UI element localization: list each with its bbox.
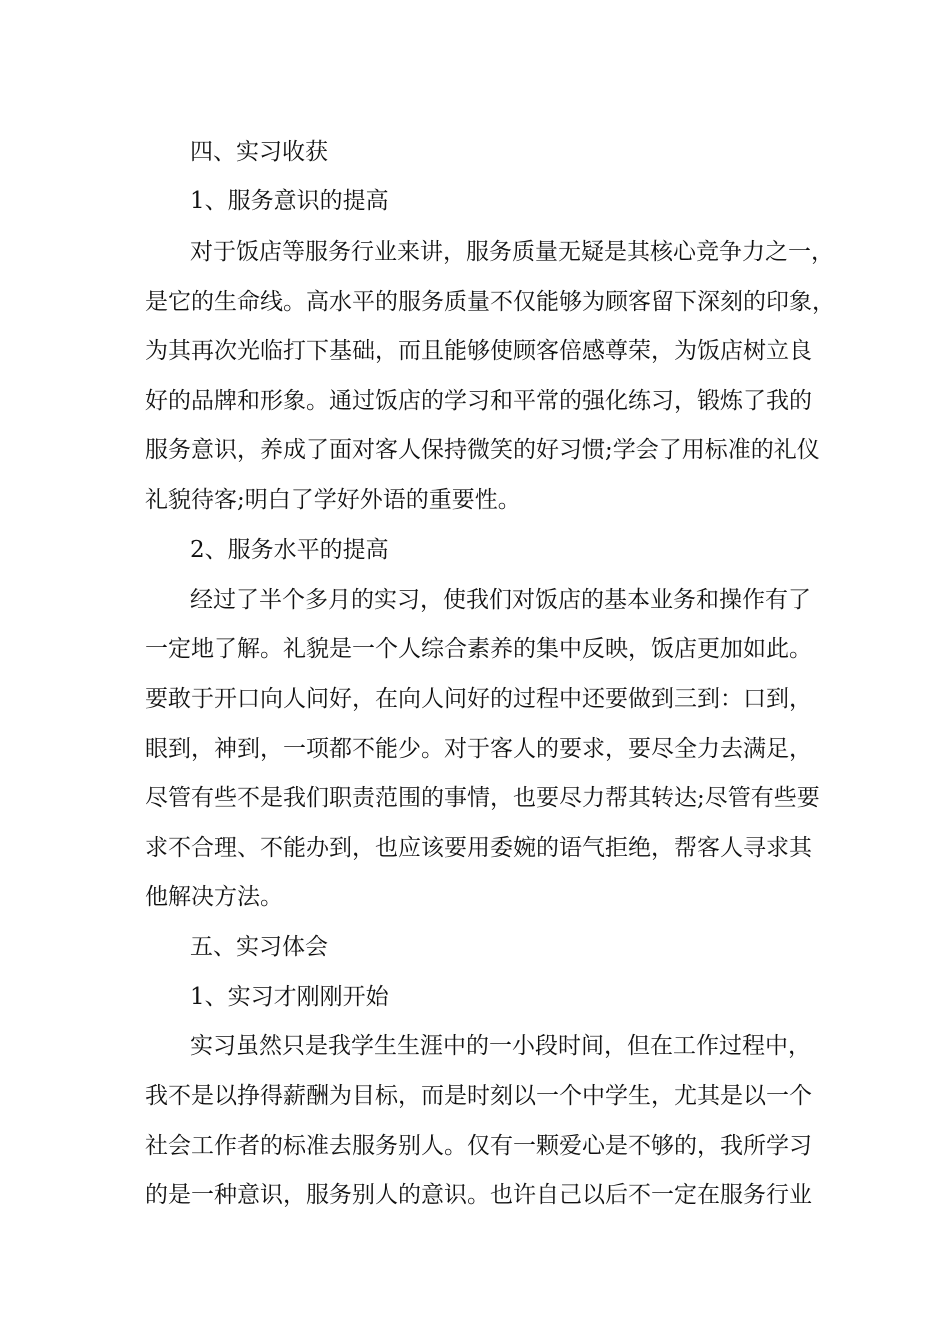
- paragraph-line: 服务意识，养成了面对客人保持微笑的好习惯;学会了用标准的礼仪: [145, 437, 820, 463]
- paragraph-line: 尽管有些不是我们职责范围的事情，也要尽力帮其转达;尽管有些要: [145, 785, 820, 811]
- paragraph-line: 要敢于开口向人问好，在向人问好的过程中还要做到三到：口到，: [145, 686, 812, 712]
- paragraph-line: 实习虽然只是我学生生涯中的一小段时间，但在工作过程中，: [190, 1033, 811, 1059]
- paragraph-line: 为其再次光临打下基础，而且能够使顾客倍感尊荣，为饭店树立良: [145, 338, 812, 364]
- paragraph-line: 眼到，神到，一项都不能少。对于客人的要求，要尽全力去满足，: [145, 736, 812, 762]
- subheading-service-level: 2、服务水平的提高: [190, 537, 389, 563]
- paragraph-line: 对于饭店等服务行业来讲，服务质量无疑是其核心竞争力之一，: [190, 239, 834, 265]
- paragraph-line: 他解决方法。: [145, 884, 283, 910]
- section-heading-experience: 五、实习体会: [190, 934, 328, 960]
- paragraph-line: 好的品牌和形象。通过饭店的学习和平常的强化练习，锻炼了我的: [145, 388, 812, 414]
- paragraph-line: 社会工作者的标准去服务别人。仅有一颗爱心是不够的，我所学习: [145, 1133, 812, 1159]
- paragraph-line: 我不是以挣得薪酬为目标，而是时刻以一个中学生，尤其是以一个: [145, 1083, 812, 1109]
- paragraph-line: 礼貌待客;明白了学好外语的重要性。: [145, 487, 521, 513]
- section-heading-harvest: 四、实习收获: [190, 139, 328, 165]
- paragraph-line: 的是一种意识，服务别人的意识。也许自己以后不一定在服务行业: [145, 1182, 812, 1208]
- paragraph-line: 一定地了解。礼貌是一个人综合素养的集中反映，饭店更加如此。: [145, 636, 812, 662]
- paragraph-line: 求不合理、不能办到，也应该要用委婉的语气拒绝，帮客人寻求其: [145, 835, 812, 861]
- paragraph-line: 经过了半个多月的实习，使我们对饭店的基本业务和操作有了: [190, 587, 811, 613]
- subheading-service-awareness: 1、服务意识的提高: [190, 188, 389, 214]
- subheading-just-started: 1、实习才刚刚开始: [190, 984, 389, 1010]
- paragraph-line: 是它的生命线。高水平的服务质量不仅能够为顾客留下深刻的印象，: [145, 289, 835, 315]
